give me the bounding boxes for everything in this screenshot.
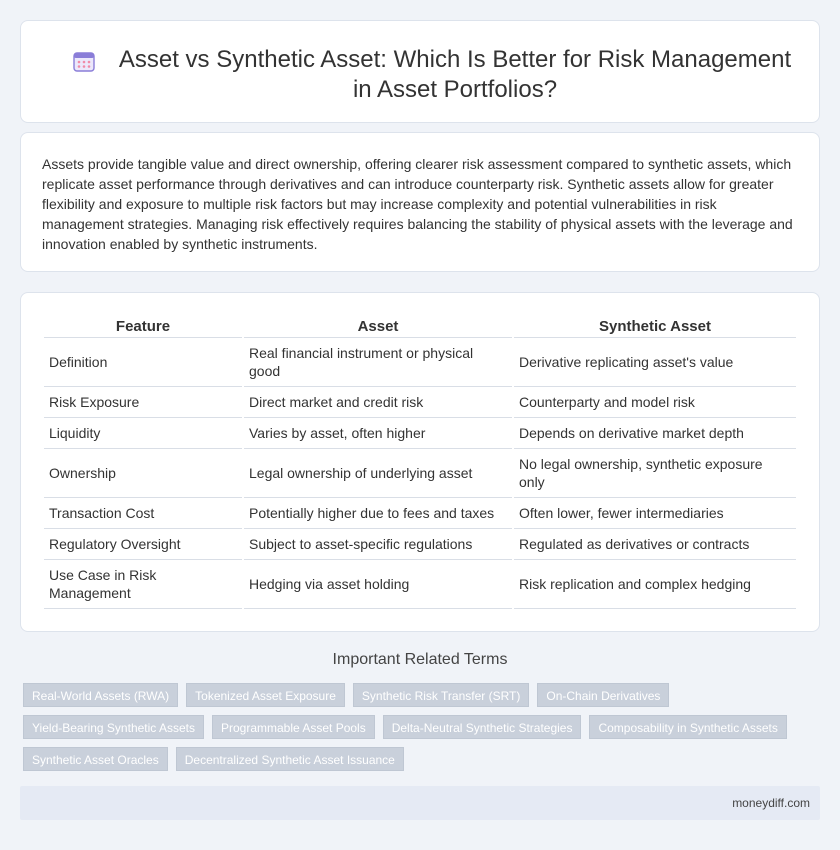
table-row [44,387,796,418]
table-cell: Subject to asset-specific regulations [244,529,512,560]
table-row [44,449,796,498]
related-term-tag[interactable]: On-Chain Derivatives [537,683,669,707]
table-row [44,338,796,387]
table-cell: Regulated as derivatives or contracts [514,529,796,560]
comparison-table [42,314,798,609]
table-cell: Real financial instrument or physical good [244,338,512,387]
table-cell: Hedging via asset holding [244,560,512,609]
table-row [44,498,796,529]
comparison-table-card [20,292,820,632]
table-cell: Varies by asset, often higher [244,418,512,449]
table-cell: Direct market and credit risk [244,387,512,418]
table-cell: Derivative replicating asset's value [514,338,796,387]
table-header-row [44,314,796,338]
table-row [44,418,796,449]
table-cell: Liquidity [44,418,242,449]
table-cell: Legal ownership of underlying asset [244,449,512,498]
related-term-tag[interactable]: Decentralized Synthetic Asset Issuance [176,747,404,771]
table-cell: Regulatory Oversight [44,529,242,560]
table-cell: Ownership [44,449,242,498]
table-cell: Potentially higher due to fees and taxes [244,498,512,529]
related-term-tag[interactable]: Tokenized Asset Exposure [186,683,345,707]
title-card [20,20,820,123]
column-header-feature: Feature [44,314,242,338]
related-term-tag[interactable]: Real-World Assets (RWA) [23,683,178,707]
table-cell: Risk Exposure [44,387,242,418]
footer [20,786,820,820]
table-cell: Use Case in Risk Management [44,560,242,609]
table-cell: Counterparty and model risk [514,387,796,418]
related-term-tag[interactable]: Synthetic Risk Transfer (SRT) [353,683,529,707]
table-cell: Depends on derivative market depth [514,418,796,449]
related-term-tag[interactable]: Composability in Synthetic Assets [589,715,786,739]
table-row [44,529,796,560]
related-terms-title: Important Related Terms [332,651,508,668]
related-term-tag[interactable]: Yield-Bearing Synthetic Assets [23,715,204,739]
related-term-tag[interactable]: Synthetic Asset Oracles [23,747,168,771]
table-cell: Often lower, fewer intermediaries [514,498,796,529]
column-header-asset: Asset [244,314,512,338]
related-terms-list [23,683,813,771]
table-cell: Risk replication and complex hedging [514,560,796,609]
intro-card [20,132,820,272]
table-cell: No legal ownership, synthetic exposure only [514,449,796,498]
related-term-tag[interactable]: Programmable Asset Pools [212,715,375,739]
table-row [44,560,796,609]
calendar-icon [73,50,95,72]
intro-text: Assets provide tangible value and direct ownership, offering clearer risk assessment compared to synthetic assets, which replicate asset performance through derivatives and can introduce counterparty risk. Synthetic assets allow for greater flexibility and exposure to multiple risk factors but may increase complexity and potential vulnerabilities in risk management strategies. Managing risk effectively requires balancing the stability of physical assets with the leverage and innovation enabled by synthetic instruments. [42,156,793,252]
page-title: Asset vs Synthetic Asset: Which Is Better for Risk Management in Asset Portfolios? [118,46,792,103]
column-header-synthetic-asset: Synthetic Asset [514,314,796,338]
table-cell: Transaction Cost [44,498,242,529]
footer-brand[interactable]: moneydiff.com [732,796,810,810]
related-term-tag[interactable]: Delta-Neutral Synthetic Strategies [383,715,582,739]
table-cell: Definition [44,338,242,387]
